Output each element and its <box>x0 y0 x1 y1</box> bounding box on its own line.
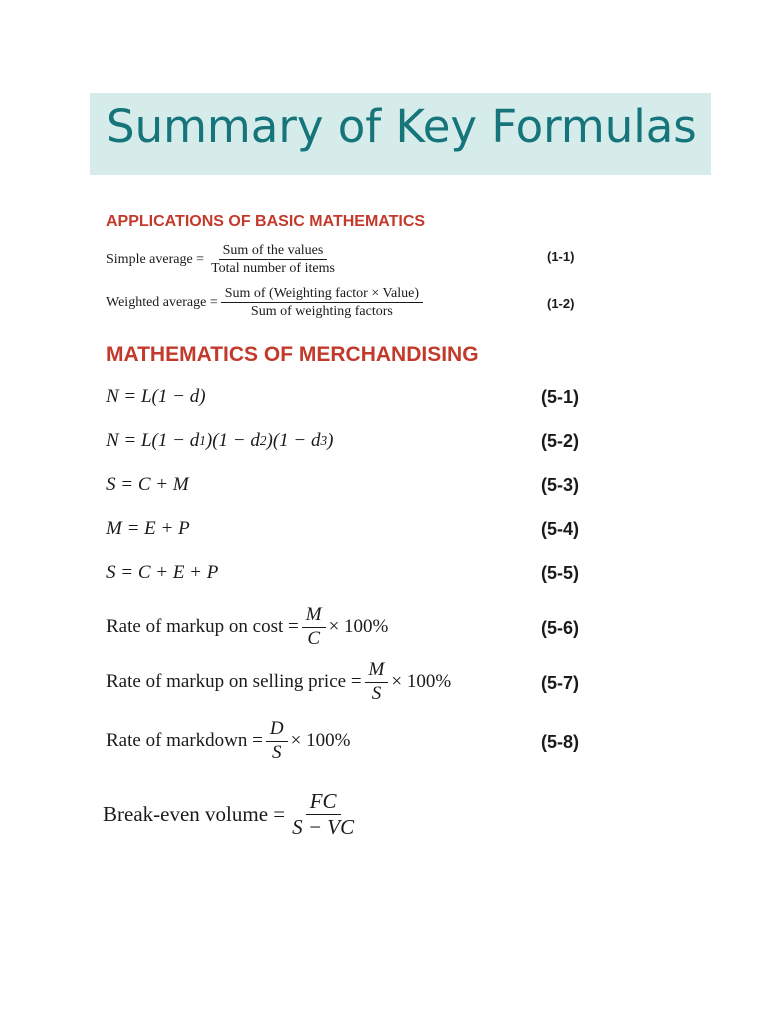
formula-ref: (5-6) <box>541 618 580 638</box>
fraction <box>302 605 326 650</box>
fraction <box>288 790 358 839</box>
denominator: Sum of weighting factors <box>250 304 393 320</box>
section-heading-merchandising: MATHEMATICS OF MERCHANDISING <box>106 343 479 366</box>
formula-5-7 <box>106 660 451 705</box>
title-banner <box>90 93 711 175</box>
formula-5-1: N = L(1 − d) <box>106 386 206 407</box>
formula-5-3: S = C + M <box>106 474 189 495</box>
formula-part: )(1 − d <box>266 430 321 451</box>
denominator: S <box>271 741 282 763</box>
formula-label: Rate of markup on cost = <box>106 616 299 638</box>
fraction <box>266 719 288 764</box>
formula-part: ) <box>327 430 334 451</box>
subscript: 1 <box>199 433 206 448</box>
formula-ref: (5-2) <box>541 431 580 451</box>
denominator: S <box>371 682 382 704</box>
formula-5-8 <box>106 719 350 764</box>
numerator: Sum of the values <box>219 243 328 260</box>
fraction <box>207 243 339 277</box>
fraction <box>365 660 389 705</box>
denominator: C <box>307 627 321 649</box>
denominator: S − VC <box>292 815 355 840</box>
formula-5-4: M = E + P <box>106 518 190 539</box>
numerator: Sum of (Weighting factor × Value) <box>221 286 423 303</box>
formula-ref: (5-5) <box>541 563 580 583</box>
formula-part: )(1 − d <box>205 430 260 451</box>
formula-break-even <box>103 790 361 839</box>
section-heading-basic-math: APPLICATIONS OF BASIC MATHEMATICS <box>106 213 426 230</box>
formula-tail: × 100% <box>290 730 351 752</box>
formula-weighted-average <box>106 286 426 320</box>
formula-tail: × 100% <box>391 671 452 693</box>
fraction <box>221 286 423 320</box>
numerator: FC <box>306 790 341 815</box>
formula-ref: (5-7) <box>541 673 580 693</box>
formula-label: Simple average = <box>106 251 205 267</box>
formula-label: Rate of markdown = <box>106 730 263 752</box>
numerator: M <box>302 605 326 628</box>
formula-5-5: S = C + E + P <box>106 562 219 583</box>
denominator: Total number of items <box>211 261 335 277</box>
formula-simple-average <box>106 243 342 277</box>
subscript: 2 <box>259 433 267 448</box>
formula-label: Rate of markup on selling price = <box>106 671 362 693</box>
page-title: Summary of Key Formulas <box>106 100 697 153</box>
formula-ref: (5-4) <box>541 519 580 539</box>
formula-ref: (5-1) <box>541 387 580 407</box>
formula-label: Weighted average = <box>106 294 218 310</box>
formula-ref: (1-2) <box>547 296 575 311</box>
numerator: D <box>266 719 288 742</box>
subscript: 3 <box>320 433 328 448</box>
formula-5-6 <box>106 605 388 650</box>
formula-label: Break-even volume = <box>103 802 286 827</box>
formula-ref: (5-8) <box>541 732 580 752</box>
numerator: M <box>365 660 389 683</box>
formula-ref: (1-1) <box>547 249 575 264</box>
formula-ref: (5-3) <box>541 475 580 495</box>
formula-tail: × 100% <box>328 616 389 638</box>
formula-part: N = L(1 − d <box>106 430 200 451</box>
formula-5-2 <box>106 430 333 452</box>
